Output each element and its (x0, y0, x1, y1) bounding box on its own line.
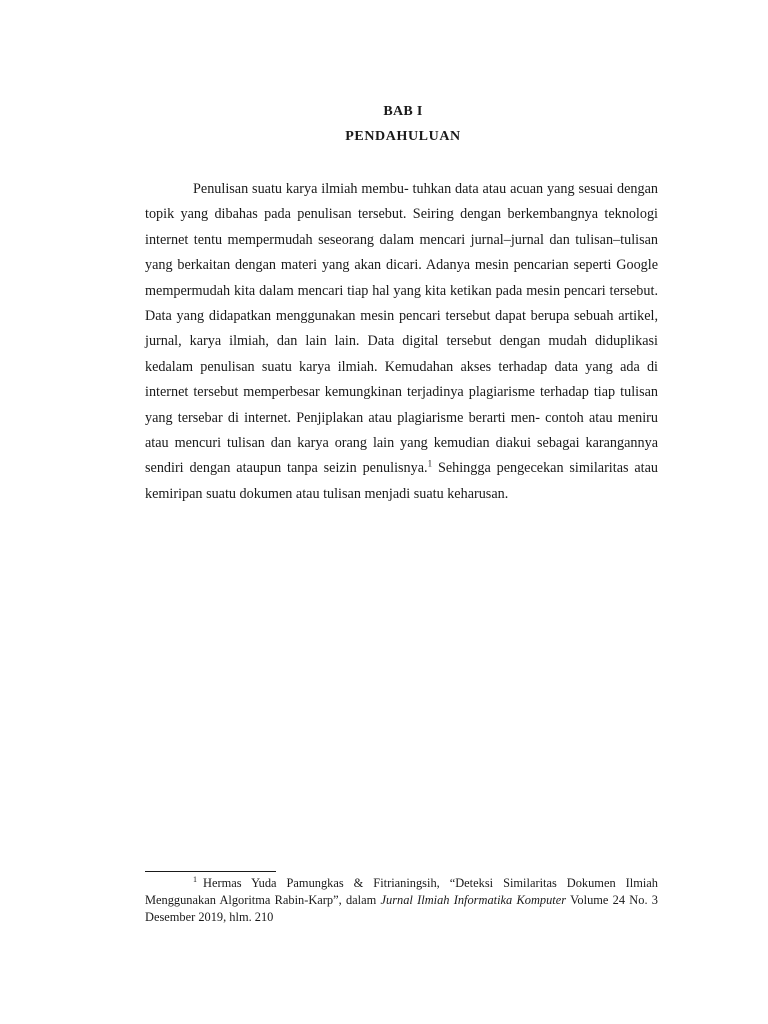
footnote-journal-title: Jurnal Ilmiah Informatika Komputer (380, 893, 567, 907)
footnote-reference[interactable]: 1 (427, 458, 433, 469)
chapter-title: PENDAHULUAN (345, 129, 461, 144)
chapter-number: BAB I (383, 104, 423, 119)
footnote-separator (145, 871, 276, 872)
footnote (145, 875, 658, 926)
footnote-text-before: Hermas Yuda Pamungkas & Fitrianingsih, “Deteksi Similaritas Dokumen Ilmiah Menggunakan Algoritma Rabin-Karp”, dalam (145, 876, 658, 907)
paragraph-tail-text: Sehingga pengecekan similaritas atau kemiripan suatu dokumen atau tulisan menjadi suatu keharusan. (145, 460, 658, 502)
paragraph-main-text: Penulisan suatu karya ilmiah membu- tuhkan data atau acuan yang sesuai dengan topik yang dibahas pada penulisan tersebut. Seiring dengan berkembangnya teknologi internet tentu mempermudah seseorang dalam mencari jurnal–jurnal dan tulisan–tulisan yang berkaitan dengan materi yang akan dicari. Adanya mesin pencarian seperti Google mempermudah kita dalam mencari tiap hal yang kita ketikan pada mesin pencari tersebut. Data yang didapatkan menggunakan mesin pencari tersebut dapat berupa sebuah artikel, jurnal, karya ilmiah, dan lain lain. Data digital tersebut dengan mudah diduplikasi kedalam penulisan suatu karya ilmiah. Kemudahan akses terhadap data yang ada di internet tersebut memperbesar kemungkinan terjadinya plagiarisme terhadap tiap tulisan yang tersebar di internet. Penjiplakan atau plagiarisme berarti men- contoh atau meniru atau mencuri tulisan dan karya orang lain yang kemudian diakui sebagai karangannya sendiri dengan ataupun tanpa seizin penulisnya. (145, 181, 658, 477)
body-paragraph (145, 177, 658, 507)
footnote-mark: 1 (193, 874, 197, 884)
footnote-text-after: Volume 24 No. 3 Desember 2019, hlm. 210 (145, 893, 658, 924)
